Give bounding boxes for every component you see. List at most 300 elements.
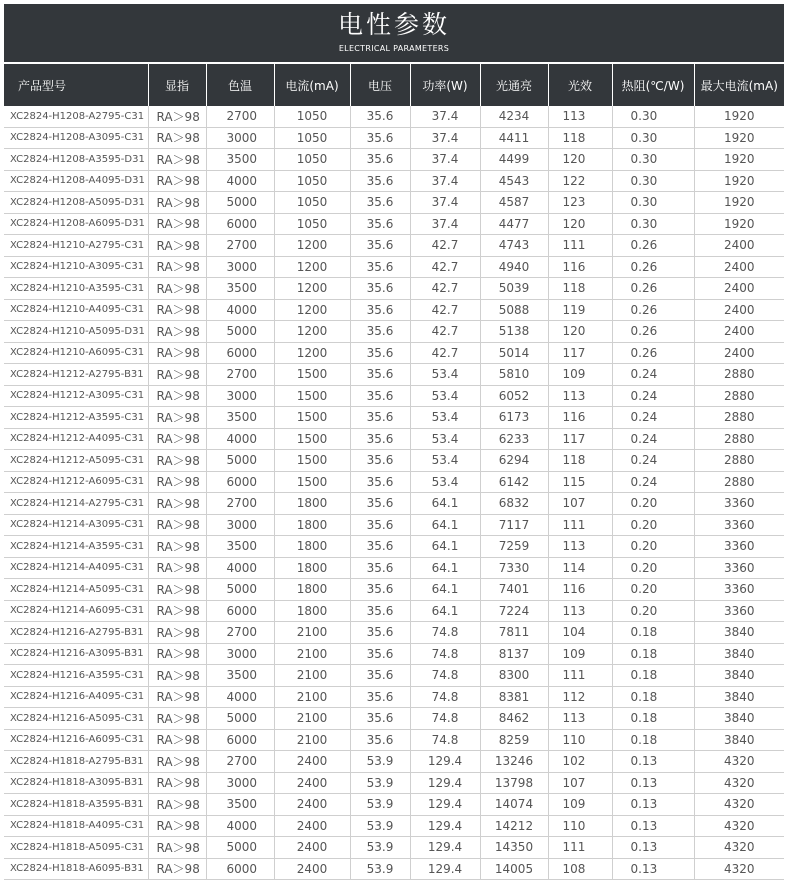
table-cell: 74.8 bbox=[410, 729, 480, 751]
table-cell: 53.4 bbox=[410, 471, 480, 493]
table-cell: 109 bbox=[548, 364, 612, 386]
table-cell: 2700 bbox=[206, 493, 274, 515]
table-cell: 4320 bbox=[694, 837, 784, 859]
table-cell: RA＞98 bbox=[148, 729, 206, 751]
table-cell: 2880 bbox=[694, 407, 784, 429]
table-cell: XC2824-H1818-A4095-C31 bbox=[4, 815, 148, 837]
table-cell: XC2824-H1208-A6095-D31 bbox=[4, 213, 148, 235]
table-cell: 0.24 bbox=[612, 385, 694, 407]
table-cell: 2100 bbox=[274, 643, 350, 665]
table-row bbox=[4, 579, 784, 601]
table-cell: 2880 bbox=[694, 385, 784, 407]
table-cell: RA＞98 bbox=[148, 686, 206, 708]
table-cell: 3840 bbox=[694, 622, 784, 644]
table-cell: 1050 bbox=[274, 192, 350, 214]
table-cell: 2880 bbox=[694, 364, 784, 386]
table-row bbox=[4, 815, 784, 837]
table-cell: RA＞98 bbox=[148, 342, 206, 364]
table-cell: 3500 bbox=[206, 794, 274, 816]
table-cell: 2880 bbox=[694, 471, 784, 493]
table-cell: 118 bbox=[548, 450, 612, 472]
table-row bbox=[4, 622, 784, 644]
table-cell: 37.4 bbox=[410, 149, 480, 171]
table-cell: 5000 bbox=[206, 450, 274, 472]
table-row bbox=[4, 557, 784, 579]
table-cell: 64.1 bbox=[410, 493, 480, 515]
table-cell: 35.6 bbox=[350, 278, 410, 300]
table-cell: 0.30 bbox=[612, 192, 694, 214]
table-row bbox=[4, 170, 784, 192]
table-cell: 1500 bbox=[274, 450, 350, 472]
table-cell: 6233 bbox=[480, 428, 548, 450]
table-cell: 53.9 bbox=[350, 858, 410, 880]
table-cell: 109 bbox=[548, 643, 612, 665]
table-cell: 4320 bbox=[694, 751, 784, 773]
table-cell: XC2824-H1818-A3095-B31 bbox=[4, 772, 148, 794]
table-cell: 14212 bbox=[480, 815, 548, 837]
table-cell: 0.18 bbox=[612, 729, 694, 751]
table-cell: 0.20 bbox=[612, 514, 694, 536]
table-cell: 1800 bbox=[274, 557, 350, 579]
table-row bbox=[4, 794, 784, 816]
table-cell: 2100 bbox=[274, 686, 350, 708]
table-cell: 120 bbox=[548, 321, 612, 343]
table-cell: 0.24 bbox=[612, 407, 694, 429]
table-cell: 6142 bbox=[480, 471, 548, 493]
table-cell: 35.6 bbox=[350, 149, 410, 171]
table-cell: RA＞98 bbox=[148, 622, 206, 644]
table-cell: 35.6 bbox=[350, 514, 410, 536]
table-cell: XC2824-H1212-A2795-B31 bbox=[4, 364, 148, 386]
table-cell: 7259 bbox=[480, 536, 548, 558]
table-cell: 0.20 bbox=[612, 600, 694, 622]
table-cell: 14005 bbox=[480, 858, 548, 880]
table-cell: 42.7 bbox=[410, 235, 480, 257]
table-cell: 42.7 bbox=[410, 321, 480, 343]
table-cell: 3840 bbox=[694, 686, 784, 708]
table-cell: 5000 bbox=[206, 708, 274, 730]
table-cell: 4499 bbox=[480, 149, 548, 171]
table-cell: RA＞98 bbox=[148, 643, 206, 665]
table-row bbox=[4, 428, 784, 450]
table-cell: 123 bbox=[548, 192, 612, 214]
table-cell: RA＞98 bbox=[148, 794, 206, 816]
table-row bbox=[4, 321, 784, 343]
table-cell: 117 bbox=[548, 428, 612, 450]
table-cell: 74.8 bbox=[410, 622, 480, 644]
table-cell: XC2824-H1210-A2795-C31 bbox=[4, 235, 148, 257]
table-cell: RA＞98 bbox=[148, 170, 206, 192]
table-cell: 2100 bbox=[274, 708, 350, 730]
table-cell: RA＞98 bbox=[148, 213, 206, 235]
table-cell: XC2824-H1216-A4095-C31 bbox=[4, 686, 148, 708]
table-cell: XC2824-H1208-A4095-D31 bbox=[4, 170, 148, 192]
table-cell: 6000 bbox=[206, 858, 274, 880]
table-cell: 35.6 bbox=[350, 385, 410, 407]
table-cell: 4000 bbox=[206, 686, 274, 708]
table-cell: 2880 bbox=[694, 450, 784, 472]
table-cell: RA＞98 bbox=[148, 708, 206, 730]
table-cell: 0.13 bbox=[612, 794, 694, 816]
table-cell: 53.9 bbox=[350, 794, 410, 816]
table-cell: 6294 bbox=[480, 450, 548, 472]
table-row bbox=[4, 235, 784, 257]
table-cell: 0.18 bbox=[612, 708, 694, 730]
table-cell: 0.20 bbox=[612, 493, 694, 515]
table-cell: RA＞98 bbox=[148, 321, 206, 343]
table-cell: 3500 bbox=[206, 149, 274, 171]
table-cell: RA＞98 bbox=[148, 493, 206, 515]
table-cell: 1050 bbox=[274, 149, 350, 171]
table-cell: 116 bbox=[548, 256, 612, 278]
table-cell: 35.6 bbox=[350, 428, 410, 450]
table-cell: RA＞98 bbox=[148, 428, 206, 450]
electrical-parameters-table bbox=[4, 64, 784, 880]
table-cell: RA＞98 bbox=[148, 127, 206, 149]
column-header: 电压 bbox=[350, 64, 410, 106]
table-cell: 2400 bbox=[694, 278, 784, 300]
table-cell: 0.26 bbox=[612, 235, 694, 257]
table-cell: 0.24 bbox=[612, 428, 694, 450]
table-cell: 5810 bbox=[480, 364, 548, 386]
table-cell: 3000 bbox=[206, 514, 274, 536]
table-cell: 1050 bbox=[274, 106, 350, 127]
table-cell: XC2824-H1210-A4095-C31 bbox=[4, 299, 148, 321]
table-cell: 120 bbox=[548, 149, 612, 171]
table-cell: 53.9 bbox=[350, 751, 410, 773]
table-cell: RA＞98 bbox=[148, 106, 206, 127]
table-cell: RA＞98 bbox=[148, 407, 206, 429]
table-cell: XC2824-H1212-A5095-C31 bbox=[4, 450, 148, 472]
table-row bbox=[4, 493, 784, 515]
table-cell: 4543 bbox=[480, 170, 548, 192]
table-cell: XC2824-H1208-A3095-C31 bbox=[4, 127, 148, 149]
table-cell: 2880 bbox=[694, 428, 784, 450]
table-cell: 2700 bbox=[206, 106, 274, 127]
table-cell: XC2824-H1818-A5095-C31 bbox=[4, 837, 148, 859]
table-cell: 6173 bbox=[480, 407, 548, 429]
page-subtitle: ELECTRICAL PARAMETERS bbox=[338, 44, 450, 53]
column-header: 显指 bbox=[148, 64, 206, 106]
table-row bbox=[4, 256, 784, 278]
column-header: 最大电流(mA) bbox=[694, 64, 784, 106]
table-cell: 3360 bbox=[694, 536, 784, 558]
table-cell: 35.6 bbox=[350, 450, 410, 472]
table-row bbox=[4, 299, 784, 321]
table-row bbox=[4, 407, 784, 429]
table-cell: XC2824-H1214-A3095-C31 bbox=[4, 514, 148, 536]
table-row bbox=[4, 149, 784, 171]
table-cell: 1920 bbox=[694, 149, 784, 171]
column-header: 热阻(℃/W) bbox=[612, 64, 694, 106]
table-cell: 42.7 bbox=[410, 299, 480, 321]
table-cell: 6000 bbox=[206, 729, 274, 751]
table-cell: 7330 bbox=[480, 557, 548, 579]
table-cell: 117 bbox=[548, 342, 612, 364]
table-cell: 122 bbox=[548, 170, 612, 192]
table-cell: 110 bbox=[548, 729, 612, 751]
table-cell: 1200 bbox=[274, 321, 350, 343]
table-cell: 111 bbox=[548, 235, 612, 257]
table-row bbox=[4, 665, 784, 687]
table-cell: XC2824-H1214-A2795-C31 bbox=[4, 493, 148, 515]
table-cell: 35.6 bbox=[350, 729, 410, 751]
table-cell: 0.20 bbox=[612, 579, 694, 601]
table-cell: 7401 bbox=[480, 579, 548, 601]
table-cell: 35.6 bbox=[350, 622, 410, 644]
table-cell: 37.4 bbox=[410, 170, 480, 192]
column-header: 光通亮 bbox=[480, 64, 548, 106]
table-cell: 2100 bbox=[274, 622, 350, 644]
table-cell: 2400 bbox=[274, 794, 350, 816]
table-cell: 5014 bbox=[480, 342, 548, 364]
table-cell: XC2824-H1208-A2795-C31 bbox=[4, 106, 148, 127]
table-cell: 0.20 bbox=[612, 557, 694, 579]
table-cell: XC2824-H1214-A6095-C31 bbox=[4, 600, 148, 622]
table-cell: 0.26 bbox=[612, 278, 694, 300]
table-cell: 35.6 bbox=[350, 665, 410, 687]
table-cell: 0.26 bbox=[612, 321, 694, 343]
table-row bbox=[4, 858, 784, 880]
table-cell: 2700 bbox=[206, 622, 274, 644]
table-cell: XC2824-H1216-A6095-C31 bbox=[4, 729, 148, 751]
table-cell: RA＞98 bbox=[148, 514, 206, 536]
table-cell: RA＞98 bbox=[148, 299, 206, 321]
table-cell: 108 bbox=[548, 858, 612, 880]
table-cell: 53.9 bbox=[350, 837, 410, 859]
table-cell: XC2824-H1210-A6095-C31 bbox=[4, 342, 148, 364]
table-cell: 2400 bbox=[694, 299, 784, 321]
table-cell: 74.8 bbox=[410, 643, 480, 665]
table-cell: 111 bbox=[548, 514, 612, 536]
table-cell: XC2824-H1208-A3595-D31 bbox=[4, 149, 148, 171]
table-cell: 4320 bbox=[694, 815, 784, 837]
table-cell: 37.4 bbox=[410, 213, 480, 235]
table-cell: 1920 bbox=[694, 127, 784, 149]
table-cell: 53.9 bbox=[350, 815, 410, 837]
table-cell: 7117 bbox=[480, 514, 548, 536]
table-cell: 4000 bbox=[206, 299, 274, 321]
table-cell: 129.4 bbox=[410, 772, 480, 794]
table-cell: 35.6 bbox=[350, 321, 410, 343]
table-cell: 1200 bbox=[274, 256, 350, 278]
table-cell: 5000 bbox=[206, 192, 274, 214]
table-cell: RA＞98 bbox=[148, 235, 206, 257]
table-cell: 3360 bbox=[694, 579, 784, 601]
table-cell: 1500 bbox=[274, 428, 350, 450]
table-cell: 1200 bbox=[274, 342, 350, 364]
table-cell: 3840 bbox=[694, 665, 784, 687]
table-cell: 2400 bbox=[274, 751, 350, 773]
table-cell: 116 bbox=[548, 579, 612, 601]
table-cell: 102 bbox=[548, 751, 612, 773]
table-cell: XC2824-H1210-A5095-D31 bbox=[4, 321, 148, 343]
table-cell: 8381 bbox=[480, 686, 548, 708]
table-cell: 0.30 bbox=[612, 213, 694, 235]
table-cell: RA＞98 bbox=[148, 579, 206, 601]
table-cell: 42.7 bbox=[410, 278, 480, 300]
table-cell: 64.1 bbox=[410, 536, 480, 558]
table-cell: 1500 bbox=[274, 385, 350, 407]
table-cell: 113 bbox=[548, 600, 612, 622]
table-cell: 6000 bbox=[206, 342, 274, 364]
table-cell: RA＞98 bbox=[148, 600, 206, 622]
table-cell: 2100 bbox=[274, 729, 350, 751]
table-cell: RA＞98 bbox=[148, 536, 206, 558]
table-cell: 118 bbox=[548, 278, 612, 300]
table-cell: 4000 bbox=[206, 170, 274, 192]
table-cell: 35.6 bbox=[350, 342, 410, 364]
table-cell: 1920 bbox=[694, 213, 784, 235]
table-cell: 4000 bbox=[206, 815, 274, 837]
table-cell: 2100 bbox=[274, 665, 350, 687]
table-cell: 7811 bbox=[480, 622, 548, 644]
table-cell: XC2824-H1212-A3595-C31 bbox=[4, 407, 148, 429]
table-cell: 4000 bbox=[206, 428, 274, 450]
table-cell: RA＞98 bbox=[148, 751, 206, 773]
table-cell: 104 bbox=[548, 622, 612, 644]
table-cell: 1200 bbox=[274, 278, 350, 300]
table-cell: XC2824-H1212-A6095-C31 bbox=[4, 471, 148, 493]
table-cell: 35.6 bbox=[350, 493, 410, 515]
table-cell: 2400 bbox=[274, 858, 350, 880]
table-cell: 35.6 bbox=[350, 364, 410, 386]
table-cell: 35.6 bbox=[350, 708, 410, 730]
table-cell: 129.4 bbox=[410, 751, 480, 773]
table-cell: 2400 bbox=[694, 235, 784, 257]
table-cell: 3500 bbox=[206, 536, 274, 558]
table-cell: RA＞98 bbox=[148, 837, 206, 859]
table-cell: 1500 bbox=[274, 407, 350, 429]
table-cell: 2700 bbox=[206, 364, 274, 386]
table-cell: 107 bbox=[548, 772, 612, 794]
table-cell: 35.6 bbox=[350, 170, 410, 192]
table-cell: 53.9 bbox=[350, 772, 410, 794]
table-cell: 8259 bbox=[480, 729, 548, 751]
table-cell: 3500 bbox=[206, 278, 274, 300]
table-cell: 3000 bbox=[206, 127, 274, 149]
table-cell: RA＞98 bbox=[148, 815, 206, 837]
table-cell: 1920 bbox=[694, 192, 784, 214]
table-cell: 107 bbox=[548, 493, 612, 515]
table-cell: 53.4 bbox=[410, 385, 480, 407]
table-cell: RA＞98 bbox=[148, 364, 206, 386]
table-cell: 2400 bbox=[694, 256, 784, 278]
table-cell: 6000 bbox=[206, 471, 274, 493]
table-cell: 0.24 bbox=[612, 471, 694, 493]
table-cell: 0.30 bbox=[612, 106, 694, 127]
table-row bbox=[4, 385, 784, 407]
table-cell: 74.8 bbox=[410, 665, 480, 687]
table-cell: 4320 bbox=[694, 794, 784, 816]
table-cell: 64.1 bbox=[410, 579, 480, 601]
table-cell: 111 bbox=[548, 665, 612, 687]
table-cell: XC2824-H1818-A6095-B31 bbox=[4, 858, 148, 880]
table-cell: 0.13 bbox=[612, 772, 694, 794]
title-banner bbox=[4, 4, 784, 62]
table-cell: 37.4 bbox=[410, 192, 480, 214]
table-cell: 3500 bbox=[206, 407, 274, 429]
table-cell: 113 bbox=[548, 536, 612, 558]
table-cell: RA＞98 bbox=[148, 772, 206, 794]
table-cell: 35.6 bbox=[350, 256, 410, 278]
table-cell: 115 bbox=[548, 471, 612, 493]
table-cell: 3360 bbox=[694, 493, 784, 515]
table-cell: 4411 bbox=[480, 127, 548, 149]
table-cell: 120 bbox=[548, 213, 612, 235]
table-cell: RA＞98 bbox=[148, 858, 206, 880]
table-body bbox=[4, 106, 784, 880]
table-cell: 35.6 bbox=[350, 106, 410, 127]
table-cell: 5138 bbox=[480, 321, 548, 343]
table-cell: XC2824-H1216-A3095-B31 bbox=[4, 643, 148, 665]
table-cell: 6000 bbox=[206, 600, 274, 622]
table-cell: 35.6 bbox=[350, 600, 410, 622]
table-cell: 0.30 bbox=[612, 170, 694, 192]
table-cell: 42.7 bbox=[410, 342, 480, 364]
table-cell: 2400 bbox=[694, 321, 784, 343]
table-cell: XC2824-H1818-A2795-B31 bbox=[4, 751, 148, 773]
table-cell: 74.8 bbox=[410, 708, 480, 730]
table-cell: XC2824-H1216-A5095-C31 bbox=[4, 708, 148, 730]
table-cell: XC2824-H1216-A2795-B31 bbox=[4, 622, 148, 644]
table-cell: 3500 bbox=[206, 665, 274, 687]
table-cell: RA＞98 bbox=[148, 450, 206, 472]
column-header: 功率(W) bbox=[410, 64, 480, 106]
table-cell: 0.18 bbox=[612, 622, 694, 644]
table-cell: 53.4 bbox=[410, 428, 480, 450]
table-cell: 1800 bbox=[274, 600, 350, 622]
table-cell: 64.1 bbox=[410, 557, 480, 579]
table-row bbox=[4, 514, 784, 536]
table-row bbox=[4, 278, 784, 300]
table-cell: 113 bbox=[548, 385, 612, 407]
table-cell: 2400 bbox=[274, 772, 350, 794]
column-header: 色温 bbox=[206, 64, 274, 106]
table-cell: 35.6 bbox=[350, 579, 410, 601]
table-row bbox=[4, 127, 784, 149]
table-cell: 1800 bbox=[274, 514, 350, 536]
table-cell: 8300 bbox=[480, 665, 548, 687]
table-cell: 35.6 bbox=[350, 557, 410, 579]
table-cell: 8462 bbox=[480, 708, 548, 730]
table-cell: 129.4 bbox=[410, 794, 480, 816]
table-cell: 2700 bbox=[206, 235, 274, 257]
table-cell: XC2824-H1818-A3595-B31 bbox=[4, 794, 148, 816]
table-cell: 0.18 bbox=[612, 665, 694, 687]
table-cell: 6052 bbox=[480, 385, 548, 407]
table-cell: RA＞98 bbox=[148, 471, 206, 493]
table-cell: XC2824-H1210-A3595-C31 bbox=[4, 278, 148, 300]
table-cell: 1500 bbox=[274, 364, 350, 386]
table-cell: 1200 bbox=[274, 235, 350, 257]
table-cell: 110 bbox=[548, 815, 612, 837]
table-cell: 1800 bbox=[274, 536, 350, 558]
table-cell: 118 bbox=[548, 127, 612, 149]
table-cell: 3840 bbox=[694, 708, 784, 730]
table-cell: 64.1 bbox=[410, 600, 480, 622]
table-cell: 129.4 bbox=[410, 858, 480, 880]
table-cell: 5088 bbox=[480, 299, 548, 321]
table-cell: 5000 bbox=[206, 579, 274, 601]
table-cell: XC2824-H1210-A3095-C31 bbox=[4, 256, 148, 278]
table-cell: 1800 bbox=[274, 493, 350, 515]
table-row bbox=[4, 643, 784, 665]
table-cell: 4320 bbox=[694, 858, 784, 880]
table-row bbox=[4, 686, 784, 708]
table-cell: 109 bbox=[548, 794, 612, 816]
table-cell: 4477 bbox=[480, 213, 548, 235]
